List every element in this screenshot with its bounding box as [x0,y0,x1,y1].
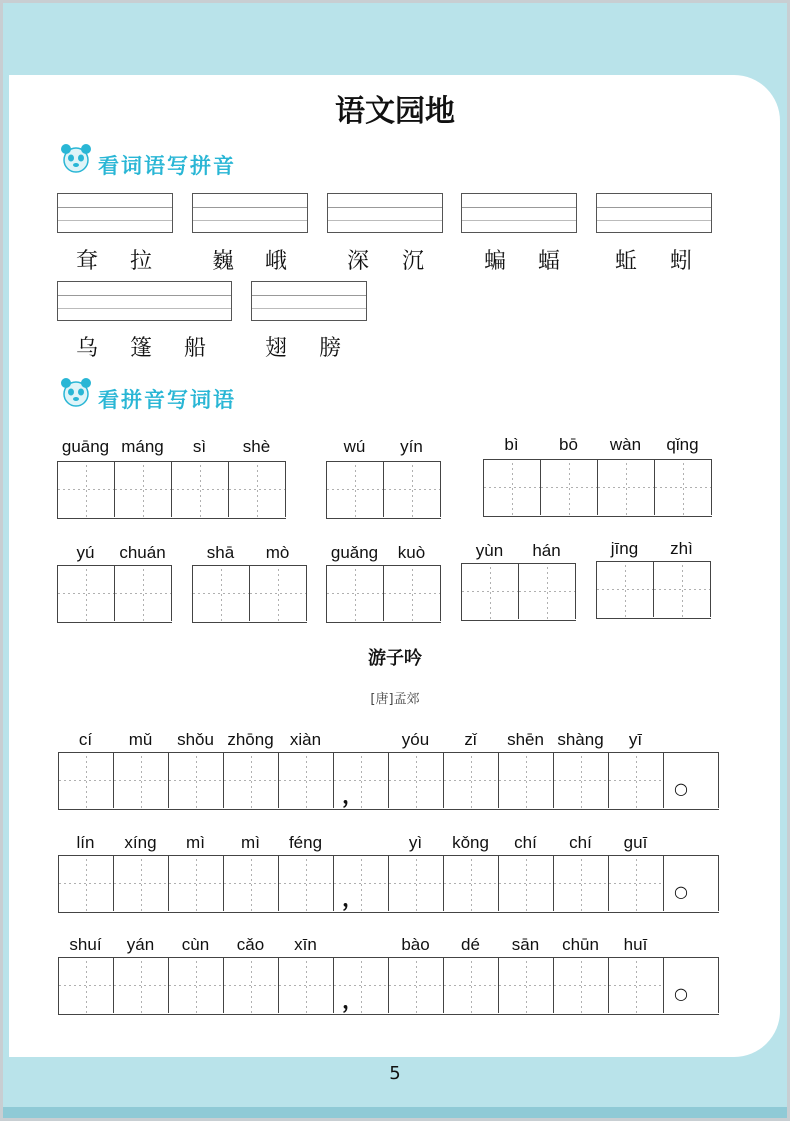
pinyin-label: mì [186,833,205,852]
writing-cell[interactable] [444,856,499,911]
writing-cell[interactable] [519,564,576,619]
writing-grid-2[interactable] [326,565,441,623]
writing-grid-4[interactable] [483,459,712,517]
writing-cell[interactable] [484,460,541,515]
pinyin-label: shēn [507,730,544,749]
word-char: 巍 [212,249,235,274]
pinyin-label: chuán [119,543,166,562]
pinyin-label: huī [623,935,648,954]
poem-writing-grid[interactable] [58,752,719,810]
punct-cell [664,958,719,1013]
writing-cell[interactable] [462,564,519,619]
writing-cell[interactable] [114,856,169,911]
writing-cell[interactable] [389,958,444,1013]
writing-grid-2[interactable] [326,461,441,519]
pinyin-label: cùn [181,935,210,954]
writing-grid-2[interactable] [461,563,576,621]
word-char: 峨 [265,249,288,274]
pinyin-label: bō [559,435,578,454]
writing-cell[interactable] [58,462,115,517]
word-char: 膀 [319,336,342,361]
pinyin-label: yú [76,543,95,562]
pinyin-label: cǎo [236,935,265,954]
writing-cell[interactable] [384,462,441,517]
comma-mark: ， [342,886,365,912]
period-mark: ○ [674,984,688,1003]
writing-cell[interactable] [499,856,554,911]
writing-cell[interactable] [59,856,114,911]
pinyin-answer-box[interactable] [57,193,173,233]
pinyin-label: shuí [69,935,102,954]
writing-cell[interactable] [327,462,384,517]
pinyin-label: guǎng [330,543,379,562]
writing-cell[interactable] [224,753,279,808]
pinyin-label: xíng [124,833,157,852]
writing-cell[interactable] [444,753,499,808]
punct-cell [334,753,389,808]
pinyin-label: zhì [670,539,693,558]
pinyin-label: yùn [475,541,504,560]
word-char: 蝠 [538,249,561,274]
pinyin-label: cí [78,730,93,749]
word-char: 翅 [265,336,288,361]
poem-writing-grid[interactable] [58,855,719,913]
writing-cell[interactable] [172,462,229,517]
writing-cell[interactable] [169,856,224,911]
pinyin-label: yī [628,730,643,749]
panda-icon [58,142,94,180]
writing-cell[interactable] [597,562,654,617]
pinyin-label: máng [121,437,164,456]
writing-cell[interactable] [655,460,712,515]
pinyin-answer-box[interactable] [57,281,232,321]
pinyin-label: zhōng [227,730,274,749]
pinyin-label: sān [511,935,540,954]
writing-grid-2[interactable] [596,561,711,619]
word-char: 篷 [130,336,153,361]
section-heading-write-pinyin: 看词语写拼音 [98,153,236,178]
writing-cell[interactable] [59,958,114,1013]
pinyin-label: sì [192,437,207,456]
pinyin-label: guī [623,833,648,852]
writing-cell[interactable] [279,958,334,1013]
writing-cell[interactable] [327,566,384,621]
poem-pinyin-row [58,833,718,853]
pinyin-label: kǒng [452,833,489,852]
poem-pinyin-row [58,730,718,750]
writing-cell[interactable] [389,856,444,911]
writing-cell[interactable] [114,958,169,1013]
word-char: 蚯 [615,249,638,274]
punct-cell [334,856,389,911]
period-mark: ○ [674,779,688,798]
pinyin-label: bào [401,935,430,954]
pinyin-label: mì [241,833,260,852]
poem-writing-grid[interactable] [58,957,719,1015]
pinyin-label: chūn [562,935,599,954]
poem-title: 游子吟 [368,648,422,669]
pinyin-label: shàng [557,730,604,749]
word-char: 蝙 [484,249,507,274]
pinyin-label: guāng [61,437,110,456]
writing-cell[interactable] [59,753,114,808]
writing-cell[interactable] [229,462,286,517]
pinyin-answer-box[interactable] [596,193,712,233]
pinyin-label: kuò [397,543,426,562]
word-char: 拉 [130,249,153,274]
writing-cell[interactable] [554,753,609,808]
writing-cell[interactable] [224,856,279,911]
pinyin-label: yì [408,833,423,852]
pinyin-answer-box[interactable] [192,193,308,233]
pinyin-label: mǔ [128,730,153,749]
writing-cell[interactable] [609,856,664,911]
writing-cell[interactable] [499,958,554,1013]
word-char: 耷 [76,249,99,274]
word-char: 沉 [402,249,425,274]
writing-cell[interactable] [554,856,609,911]
section-heading-write-words: 看拼音写词语 [98,387,236,412]
pinyin-label: mò [265,543,290,562]
writing-cell[interactable] [444,958,499,1013]
poem-author: [唐]孟郊 [370,692,420,707]
pinyin-label: chí [514,833,537,852]
writing-cell[interactable] [609,753,664,808]
pinyin-label: dé [461,935,480,954]
comma-mark: ， [342,988,365,1014]
word-char: 船 [184,336,207,361]
writing-cell[interactable] [598,460,655,515]
writing-cell[interactable] [654,562,711,617]
writing-grid-2[interactable] [192,565,307,623]
pinyin-label: hán [532,541,561,560]
pinyin-label: xīn [294,935,317,954]
writing-cell[interactable] [499,753,554,808]
poem-pinyin-row [58,935,718,955]
writing-cell[interactable] [169,958,224,1013]
pinyin-label: zǐ [464,730,477,749]
pinyin-label: qǐng [666,435,699,454]
writing-cell[interactable] [609,958,664,1013]
panda-icon [58,376,94,414]
writing-cell[interactable] [389,753,444,808]
pinyin-answer-box[interactable] [251,281,367,321]
pinyin-label: shè [242,437,271,456]
pinyin-label: yán [126,935,155,954]
writing-cell[interactable] [169,753,224,808]
pinyin-label: shǒu [177,730,214,749]
word-char: 深 [347,249,370,274]
pinyin-label: lín [76,833,95,852]
page-bottom-band [0,1107,790,1121]
word-char: 蚓 [670,249,693,274]
pinyin-label: jīng [610,539,639,558]
writing-grid-2[interactable] [57,565,172,623]
writing-cell[interactable] [250,566,307,621]
writing-cell[interactable] [541,460,598,515]
pinyin-label: féng [288,833,323,852]
pinyin-answer-box[interactable] [327,193,443,233]
writing-cell[interactable] [115,566,172,621]
pinyin-label: yín [400,437,423,456]
writing-cell[interactable] [58,566,115,621]
writing-cell[interactable] [114,753,169,808]
word-char: 乌 [76,336,99,361]
pinyin-label: wàn [609,435,642,454]
pinyin-label: wú [343,437,366,456]
pinyin-answer-box[interactable] [461,193,577,233]
writing-grid-4[interactable] [57,461,286,519]
writing-cell[interactable] [279,753,334,808]
writing-cell[interactable] [554,958,609,1013]
comma-mark: ， [342,783,365,809]
punct-cell [664,753,719,808]
writing-cell[interactable] [279,856,334,911]
writing-cell[interactable] [384,566,441,621]
pinyin-label: bì [504,435,519,454]
pinyin-label: yóu [401,730,430,749]
page-number: 5 [389,1063,401,1084]
punct-cell [334,958,389,1013]
pinyin-label: chí [569,833,592,852]
punct-cell [664,856,719,911]
period-mark: ○ [674,882,688,901]
writing-cell[interactable] [115,462,172,517]
page-title: 语文园地 [335,94,455,129]
writing-cell[interactable] [193,566,250,621]
pinyin-label: xiàn [289,730,322,749]
pinyin-label: shā [206,543,235,562]
writing-cell[interactable] [224,958,279,1013]
